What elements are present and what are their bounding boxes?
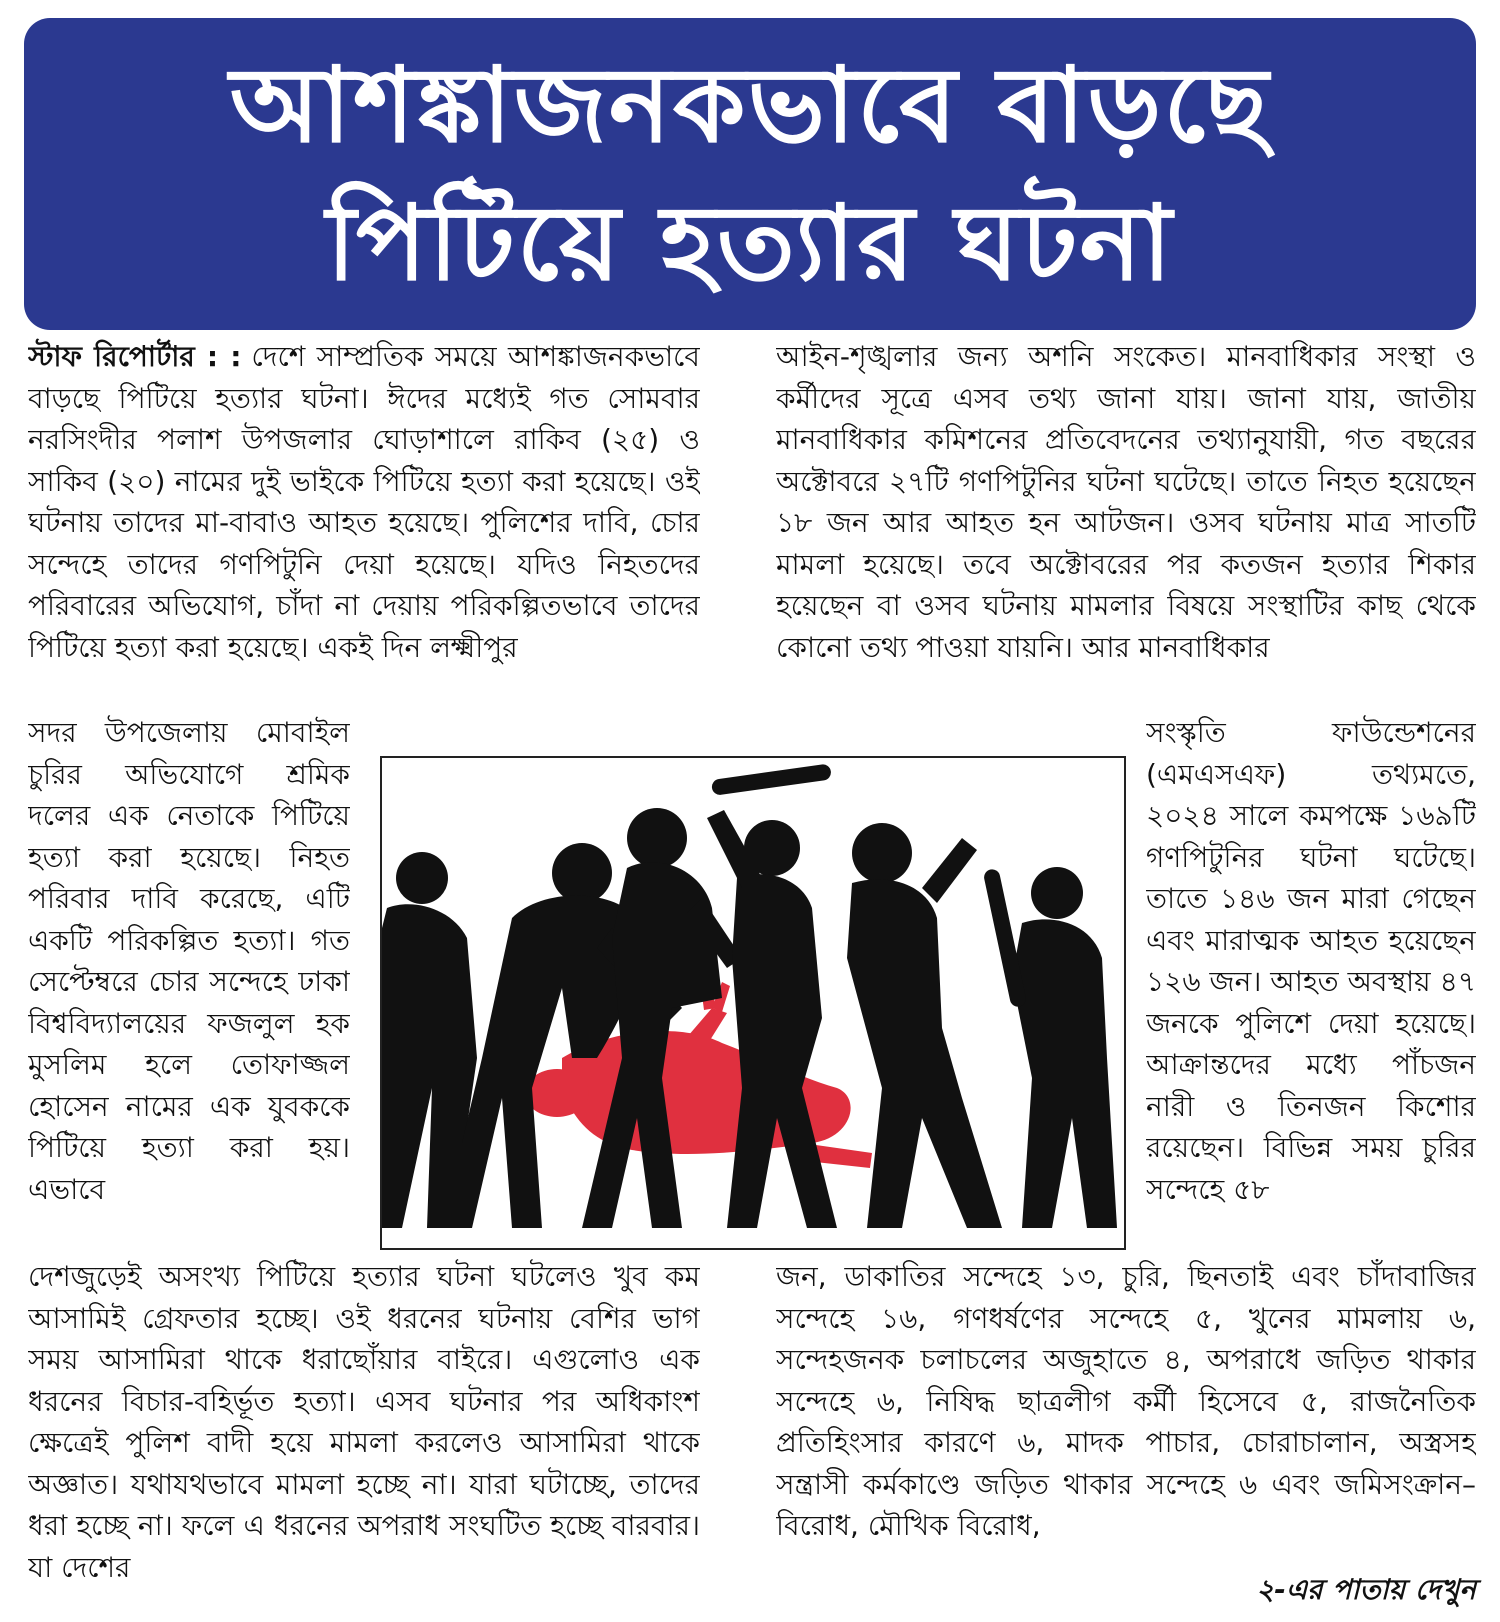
headline-line-1: আশঙ্কাজনকভাবে বাড়ছে [229,44,1271,166]
illustration-frame [380,756,1126,1250]
article-left-narrow [28,712,350,1256]
headline-line-2: পিটিয়ে হত্যার ঘটনা [326,182,1174,304]
article-right-top [776,336,1476,712]
mob-beating-illustration [382,758,1124,1248]
article-left-narrow-text: সদর উপজেলায় মোবাইল চুরির অভিযোগে শ্রমিক দলের এক নেতাকে পিটিয়ে হত্যা করা হয়েছে। নিহত পরিবার দাবি করেছে, এটি একটি পরিকল্পিত হত্যা। গত সেপ্টেম্বরে চোর সন্দেহে ঢাকা বিশ্ববিদ্যালয়ের ফজলুল হক মুসলিম হলে তোফাজ্জল হোসেন নামের এক যুবককে পিটিয়ে হত্যা করা হয়। এভাবে [28,716,350,1206]
article-right-bottom-text: জন, ডাকাতির সন্দেহে ১৩, চুরি, ছিনতাই এবং চাঁদাবাজির সন্দেহে ১৬, গণধর্ষণের সন্দেহে ৫, খুনের মামলায় ৬, সন্দেহজনক চলাচলের অজুহাতে ৪, অপরাধে জড়িত থাকার সন্দেহে ৬, নিষিদ্ধ ছাত্রলীগ কর্মী হিসেবে ৫, রাজনৈতিক প্রতিহিংসার কারণে ৬, মাদক পাচার, চোরাচালান, অস্ত্রসহ সন্ত্রাসী কর্মকাণ্ডে জড়িত থাকার সন্দেহে ৬ এবং জমিসংক্রান– বিরোধ, মৌখিক বিরোধ, [776,1260,1476,1542]
byline: স্টাফ রিপোর্টার : : [28,340,242,373]
article-left-bottom-text: দেশজুড়েই অসংখ্য পিটিয়ে হত্যার ঘটনা ঘটলেও খুব কম আসামিই গ্রেফতার হচ্ছে। ওই ধরনের ঘটনায় বেশির ভাগ সময় আসামিরা থাকে ধরাছোঁয়ার বাইরে। এগুলোও এক ধরনের বিচার-বহির্ভূত হত্যা। এসব ঘটনার পর অধিকাংশ ক্ষেত্রেই পুলিশ বাদী হয়ে মামলা করলেও আসামিরা থাকে অজ্ঞাত। যথাযথভাবে মামলা হচ্ছে না। যারা ঘটাচ্ছে, তাদের ধরা হচ্ছে না। ফলে এ ধরনের অপরাধ সংঘটিত হচ্ছে বারবার। যা দেশের [28,1260,700,1584]
article-left-top-text: দেশে সাম্প্রতিক সময়ে আশঙ্কাজনকভাবে বাড়ছে পিটিয়ে হত্যার ঘটনা। ঈদের মধ্যেই গত সোমবার নরসিংদীর পলাশ উপজলার ঘোড়াশালে রাকিব (২৫) ও সাকিব (২০) নামের দুই ভাইকে পিটিয়ে হত্যা করা হয়েছে। ওই ঘটনায় তাদের মা-বাবাও আহত হয়েছে। পুলিশের দাবি, চোর সন্দেহে তাদের গণপিটুনি দেয়া হয়েছে। যদিও নিহতদের পরিবারের অভিযোগ, চাঁদা না দেয়ায় পরিকল্পিতভাবে তাদের পিটিয়ে হত্যা করা হয়েছে। একই দিন লক্ষ্মীপুর [28,340,700,664]
article-right-top-text: আইন-শৃঙ্খলার জন্য অশনি সংকেত। মানবাধিকার সংস্থা ও কর্মীদের সূত্রে এসব তথ্য জানা যায়। জানা যায়, জাতীয় মানবাধিকার কমিশনের প্রতিবেদনের তথ্যানুযায়ী, গত বছরের অক্টোবরে ২৭টি গণপিটুনির ঘটনা ঘটেছে। তাতে নিহত হয়েছেন ১৮ জন আর আহত হন আটজন। ওসব ঘটনায় মাত্র সাতটি মামলা হয়েছে। তবে অক্টোবরের পর কতজন হত্যার শিকার হয়েছেন বা ওসব ঘটনায় মামলার বিষয়ে সংস্থাটির কাছ থেকে কোনো তথ্য পাওয়া যায়নি। আর মানবাধিকার [776,340,1476,664]
headline-banner [24,18,1476,330]
continued-jump: ২-এর পাতায় দেখুন [1256,1573,1476,1606]
article-left-top [28,336,700,712]
article-right-bottom [776,1256,1476,1568]
article-right-narrow-text: সংস্কৃতি ফাউন্ডেশনের (এমএসএফ) তথ্যমতে, ২০২৪ সালে কমপক্ষে ১৬৯টি গণপিটুনির ঘটনা ঘটেছে। তাতে ১৪৬ জন মারা গেছেন এবং মারাত্মক আহত হয়েছেন ১২৬ জন। আহত অবস্থায় ৪৭ জনকে পুলিশে দেয়া হয়েছে। আক্রান্তদের মধ্যে পাঁচজন নারী ও তিনজন কিশোর রয়েছেন। বিভিন্ন সময় চুরির সন্দেহে ৫৮ [1146,716,1476,1206]
article-left-bottom [28,1256,700,1592]
attacker-silhouettes [382,763,1117,1228]
article-right-narrow [1146,712,1476,1256]
